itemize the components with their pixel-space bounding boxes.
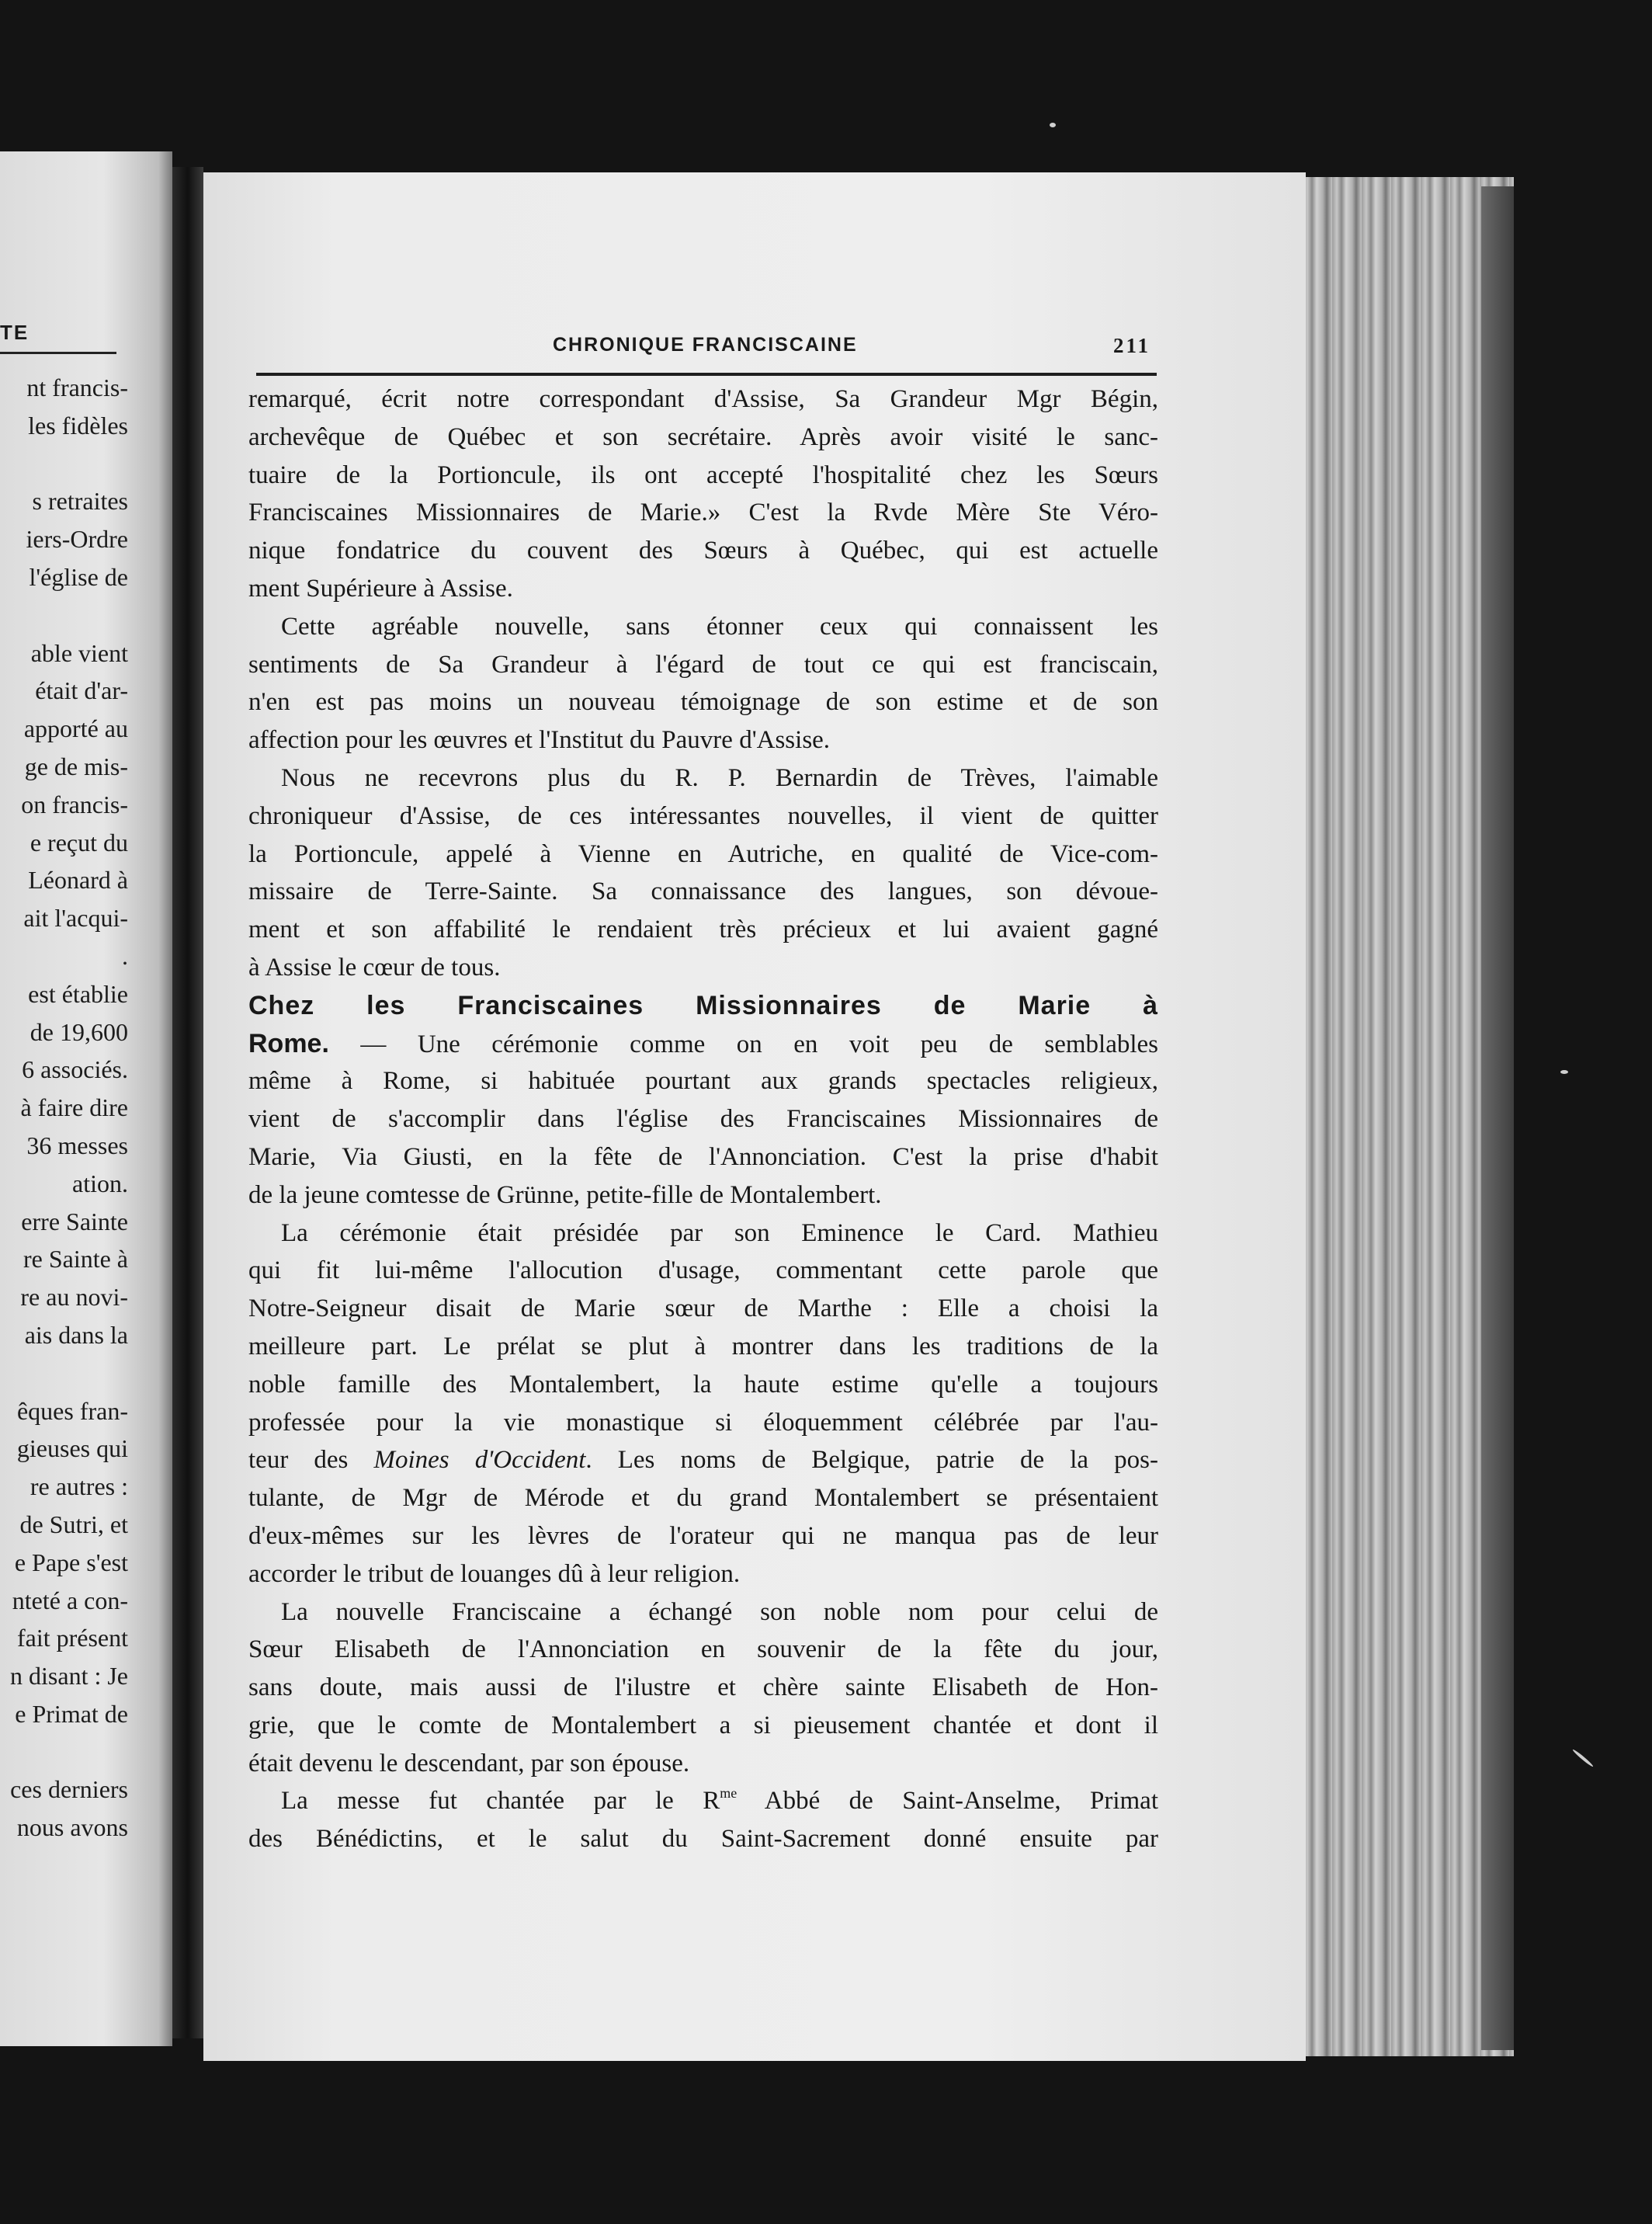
running-head	[248, 334, 1150, 365]
book-page	[203, 172, 1306, 2061]
text-line: ment Supérieure à Assise.	[248, 574, 513, 603]
previous-page-line: e Pape s'est	[14, 1548, 128, 1576]
previous-page-line: re Sainte à	[23, 1245, 128, 1274]
previous-page-line	[0, 1354, 128, 1392]
text-line: d'eux-mêmes sur les lèvres de l'orateur qui ne manqua pas de leur	[248, 1521, 1158, 1550]
running-head-title: CHRONIQUE FRANCISCAINE	[553, 334, 858, 356]
previous-page-line: nt francis-	[26, 374, 128, 401]
paragraph-4	[248, 1062, 1158, 1214]
text-line: nique fondatrice du couvent des Sœurs à Québec, qui est actuelle	[248, 537, 1158, 565]
text-line: vient de s'accomplir dans l'église des Franciscaines Missionnaires de	[248, 1105, 1158, 1134]
book-title-italic: Moines d'Occident	[373, 1446, 586, 1475]
text-line: tulante, de Mgr de Mérode et du grand Montalembert se présentaient	[248, 1484, 1158, 1513]
previous-page-line: iers-Ordre	[26, 525, 128, 554]
superscript: me	[720, 1785, 738, 1802]
text-line: remarqué, écrit notre correspondant d'Assise, Sa Grandeur Mgr Bégin,	[248, 385, 1158, 413]
previous-page-line: on francis-	[21, 790, 128, 818]
page-body	[248, 381, 1158, 1858]
text-line: meilleure part. Le prélat se plut à montrer dans les traditions de la	[248, 1332, 1158, 1360]
text-line: à Assise le cœur de tous.	[248, 953, 501, 982]
text-line: la Portioncule, appelé à Vienne en Autriche, en qualité de Vice-com-	[248, 839, 1158, 868]
text-line: tuaire de la Portioncule, ils ont accepté l'hospitalité chez les Sœurs	[248, 460, 1158, 489]
header-rule	[256, 373, 1157, 376]
line-text: Abbé de Saint-Anselme, Primat	[737, 1787, 1158, 1816]
previous-page-line: était d'ar-	[35, 676, 128, 705]
paragraph-1	[248, 381, 1158, 608]
paragraph-4-first-line: — Une cérémonie comme on en voit peu de semblables	[328, 1030, 1158, 1058]
book-gutter	[172, 167, 203, 2038]
page-number: 211	[1112, 334, 1150, 357]
previous-page-line: à faire dire	[20, 1093, 128, 1122]
text-line: Franciscaines Missionnaires de Marie.» C'est la Rvde Mère Ste Véro-	[248, 499, 1158, 527]
previous-page-rule	[0, 352, 116, 354]
text-line: sans doute, mais aussi de l'ilustre et chère sainte Elisabeth de Hon-	[248, 1673, 1158, 1702]
previous-page-line: nteté a con-	[12, 1586, 128, 1614]
paragraph-7-line: des Bénédictins, et le salut du Saint-Sacrement donné ensuite par	[248, 1825, 1158, 1854]
text-line: Marie, Via Giusti, en la fête de l'Annonciation. C'est la prise d'habit	[248, 1142, 1158, 1171]
previous-page-line	[0, 596, 128, 634]
previous-page-line: n disant : Je	[10, 1662, 128, 1691]
text-line: missaire de Terre-Sainte. Sa connaissance des langues, son dévoue-	[248, 877, 1158, 906]
text-line: professée pour la vie monastique si éloquemment célébrée par l'au-	[248, 1408, 1158, 1437]
text-line: de la jeune comtesse de Grünne, petite-fille de Montalembert.	[248, 1180, 882, 1209]
previous-page-line: able vient	[30, 638, 128, 667]
text-line: Cette agréable nouvelle, sans étonner ceux qui connaissent les	[281, 612, 1158, 641]
text-line: qui fit lui-même l'allocution d'usage, commentant cette parole que	[248, 1256, 1158, 1285]
section-heading-tail: Rome.	[248, 1028, 329, 1058]
text-line: sentiments de Sa Grandeur à l'égard de tout ce qui est franciscain,	[248, 650, 1158, 679]
paragraph-3	[248, 759, 1158, 987]
line-text: La messe fut chantée par le R	[281, 1787, 720, 1816]
scan-speck	[1560, 1070, 1568, 1074]
paragraph-7-first-line	[248, 1782, 1158, 1820]
previous-page-line: ait l'acqui-	[23, 904, 128, 933]
previous-page-line: ge de mis-	[24, 752, 128, 780]
text-line: ment et son affabilité le rendaient très précieux et lui avaient gagné	[248, 916, 1158, 944]
text-line: La nouvelle Franciscaine a échangé son noble nom pour celui de	[281, 1597, 1158, 1626]
previous-page-line: re au novi-	[20, 1283, 128, 1312]
previous-page-line: ces derniers	[10, 1775, 128, 1804]
text-line: Notre-Seigneur disait de Marie sœur de Marthe : Elle a choisi la	[248, 1294, 1158, 1323]
previous-page-line: de 19,600	[30, 1017, 128, 1046]
section-heading-continuation	[248, 1025, 1158, 1063]
text-line: affection pour les œuvres et l'Institut du Pauvre d'Assise.	[248, 726, 831, 755]
previous-page-line: .	[122, 941, 128, 970]
previous-page-line: 6 associés.	[22, 1055, 128, 1084]
paragraph-5a	[248, 1215, 1158, 1442]
text-line: même à Rome, si habituée pourtant aux grands spectacles religieux,	[248, 1067, 1158, 1096]
line-text: . Les noms de Belgique, patrie de la pos-	[585, 1446, 1158, 1475]
paragraph-5b	[248, 1479, 1158, 1593]
page-block-edge	[1273, 177, 1514, 2056]
previous-page-line: l'église de	[29, 562, 128, 591]
previous-page-line: êques fran-	[16, 1396, 128, 1425]
paragraph-6	[248, 1593, 1158, 1783]
previous-page-line: ais dans la	[24, 1320, 128, 1349]
previous-page-text	[0, 369, 128, 1847]
text-line: était devenu le descendant, par son épouse.	[248, 1749, 690, 1777]
text-line: n'en est pas moins un nouveau témoignage de son estime et de son	[248, 688, 1158, 717]
previous-page-line: les fidèles	[28, 411, 128, 440]
text-line: La cérémonie était présidée par son Eminence le Card. Mathieu	[281, 1218, 1158, 1247]
scan-speck	[1572, 1749, 1595, 1768]
previous-page-line: fait présent	[16, 1624, 128, 1652]
text-line: archevêque de Québec et son secrétaire. Après avoir visité le sanc-	[248, 422, 1158, 451]
previous-page-header: TE	[0, 321, 30, 344]
line-text: teur des	[248, 1446, 374, 1475]
previous-page-line: de Sutri, et	[19, 1510, 128, 1538]
previous-page-line: gieuses qui	[16, 1434, 128, 1463]
previous-page-line	[0, 445, 128, 483]
paragraph-2	[248, 608, 1158, 759]
previous-page-line: re autres :	[30, 1472, 128, 1501]
previous-page-line: nous avons	[16, 1813, 128, 1842]
scan-speck	[1050, 123, 1056, 127]
page-block-shadow	[1481, 186, 1514, 2050]
previous-page-line: s retraites	[32, 487, 128, 516]
section-heading: Chez les Franciscaines Missionnaires de Marie à	[248, 990, 1158, 1020]
text-line: chroniqueur d'Assise, de ces intéressantes nouvelles, il vient de quitter	[248, 801, 1158, 830]
previous-page-line: apporté au	[23, 714, 128, 743]
text-line: accorder le tribut de louanges dû à leur religion.	[248, 1559, 741, 1588]
previous-page-line: ation.	[72, 1169, 128, 1197]
previous-page-line: erre Sainte	[21, 1207, 128, 1235]
previous-page-line: 36 messes	[26, 1131, 128, 1159]
text-line: grie, que le comte de Montalembert a si pieusement chantée et dont il	[248, 1711, 1158, 1739]
text-line: Nous ne recevrons plus du R. P. Bernardin de Trèves, l'aimable	[281, 763, 1158, 792]
text-line: Sœur Elisabeth de l'Annonciation en souvenir de la fête du jour,	[248, 1635, 1158, 1664]
paragraph-5-italic-line	[248, 1441, 1158, 1479]
previous-page-line: e reçut du	[30, 828, 128, 857]
previous-page-line: est établie	[28, 979, 128, 1008]
text-line: noble famille des Montalembert, la haute estime qu'elle a toujours	[248, 1370, 1158, 1399]
previous-page-line: Léonard à	[28, 866, 128, 895]
previous-page-line: e Primat de	[15, 1699, 128, 1728]
previous-page-line	[0, 1733, 128, 1771]
previous-page	[0, 151, 172, 2046]
